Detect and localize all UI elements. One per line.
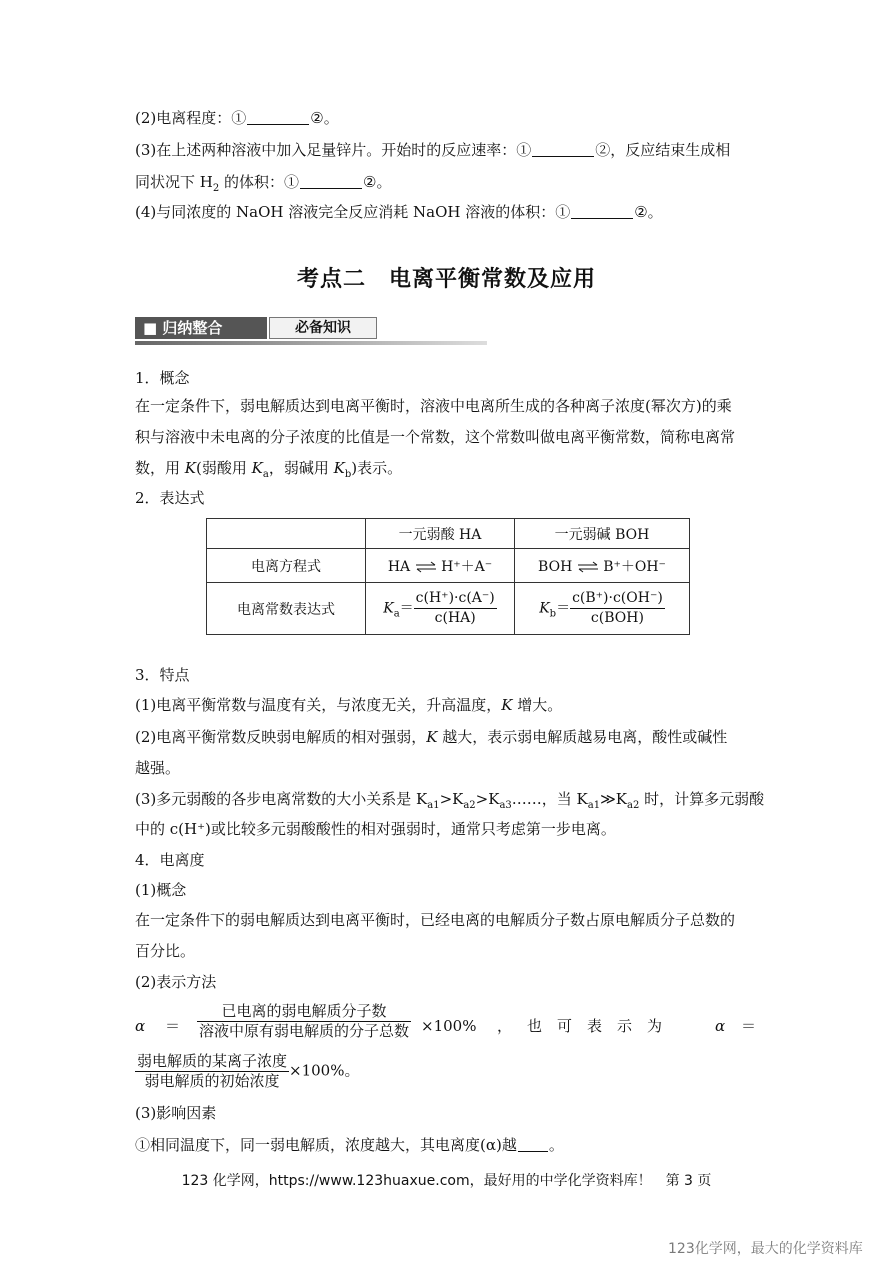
base-constant-expression: $K_b=$ $\frac{c(B^+)\cdot c(OH^-)}{\text{c(BOH)}}$ — [515, 583, 690, 635]
banner-underline — [135, 341, 487, 345]
subheading-factors: (3)影响因素 — [135, 1104, 217, 1122]
feature-3-line-1: (3)多元弱酸的各步电离常数的大小关系是 $K_{a1}>K_{a2}>K_{a3}\dots\dots$，当 $K_{a1}≫K_{a2}$ 时，计算多元弱酸 — [135, 790, 765, 811]
answer-blank[interactable] — [300, 174, 362, 189]
heading-expression: 2．表达式 — [135, 489, 205, 507]
ka-fraction: $\frac{c(H^+)\cdot c(A^-)}{c(HA)}$ — [415, 590, 495, 626]
ion-concentration-fraction: $\frac{\text{弱电解质的某离子浓度}}{\text{弱电解质的初始浓度}}$ — [137, 1052, 288, 1090]
feature-3-line-2: 中的 c(H⁺)或比较多元弱酸酸性的相对强弱时，通常只考虑第一步电离。 — [135, 820, 616, 838]
answer-blank[interactable] — [518, 1137, 548, 1152]
concept-paragraph-line-2: 积与溶液中未电离的分子浓度的比值是一个常数，这个常数叫做电离平衡常数，简称电离常 — [135, 428, 736, 446]
question-3-line-1: (3)在上述两种溶液中加入足量锌片。开始时的反应速率：① ②，反应结束生成相 — [135, 141, 731, 159]
banner-summary-label: ■ 归纳整合 — [135, 317, 267, 339]
feature-2-line-2: 越强。 — [135, 759, 181, 777]
concept-paragraph-line-3: 数，用 K(弱酸用 $K_a$，弱碱用 $K_b$)表示。 — [135, 459, 403, 480]
degree-concept-line-1: 在一定条件下的弱电解质达到电离平衡时，已经电离的电解质分子数占原电解质分子总数的 — [135, 911, 736, 929]
feature-1: (1)电离平衡常数与温度有关，与浓度无关，升高温度，K 增大。 — [135, 696, 563, 714]
question-3-line-2: 同状况下 $H_2$ 的体积：① ②。 — [135, 173, 392, 194]
table-row-label-equation: 电离方程式 — [207, 549, 366, 583]
page-footer: 123 化学网，https://www.123huaxue.com，最好用的中学化学资料库！ 第 3 页 — [181, 1173, 712, 1189]
question-4: (4)与同浓度的 NaOH 溶液完全反应消耗 NaOH 溶液的体积：① ②。 — [135, 203, 663, 221]
table-header-base: 一元弱碱 BOH — [515, 519, 690, 549]
feature-2-line-1: (2)电离平衡常数反映弱电解质的相对强弱，K 越大，表示弱电解质越易电离，酸性或碱性 — [135, 728, 728, 746]
heading-ionization-degree: 4．电离度 — [135, 851, 205, 869]
answer-blank[interactable] — [571, 204, 633, 219]
acid-constant-expression: $K_a=$ $\frac{c(H^+)\cdot c(A^-)}{c(HA)}$ — [366, 583, 515, 635]
subheading-representation: (2)表示方法 — [135, 973, 217, 991]
acid-ionization-equation: HA H⁺＋A⁻ — [366, 549, 515, 583]
banner-knowledge-label: 必备知识 — [269, 317, 377, 339]
factor-1: ①相同温度下，同一弱电解质，浓度越大，其电离度(α)越 。 — [135, 1136, 564, 1154]
base-ionization-equation: BOH B⁺＋OH⁻ — [515, 549, 690, 583]
ionization-degree-fraction: 已电离的弱电解质分子数 溶液中原有弱电解质的分子总数 — [199, 1002, 410, 1040]
heading-concept: 1．概念 — [135, 369, 190, 387]
table-row-label-expression: 电离常数表达式 — [207, 583, 366, 635]
ionization-constant-table — [206, 518, 690, 635]
section-title: 考点二 电离平衡常数及应用 — [296, 266, 596, 292]
answer-blank[interactable] — [247, 110, 309, 125]
answer-blank[interactable] — [532, 142, 594, 157]
reversible-arrow-icon — [415, 561, 437, 573]
reversible-arrow-icon — [577, 561, 599, 573]
subheading-concept: (1)概念 — [135, 881, 187, 899]
concept-paragraph-line-1: 在一定条件下，弱电解质达到电离平衡时，溶液中电离所生成的各种离子浓度(幂次方)的乘 — [135, 397, 732, 415]
question-2: (2)电离程度：① ②。 — [135, 109, 339, 127]
section-banner — [135, 317, 487, 347]
table-header-acid: 一元弱酸 HA — [366, 519, 515, 549]
watermark: 123化学网，最大的化学资料库 — [668, 1241, 863, 1257]
degree-formula-line-2: $\frac{\text{弱电解质的某离子浓度}}{\text{弱电解质的初始浓度}}$ ×100%。 — [137, 1052, 360, 1090]
degree-concept-line-2: 百分比。 — [135, 942, 196, 960]
kb-fraction: $\frac{c(B^+)\cdot c(OH^-)}{\text{c(BOH)}}$ — [572, 590, 663, 626]
table-corner-cell — [207, 519, 366, 549]
heading-features: 3．特点 — [135, 666, 190, 684]
